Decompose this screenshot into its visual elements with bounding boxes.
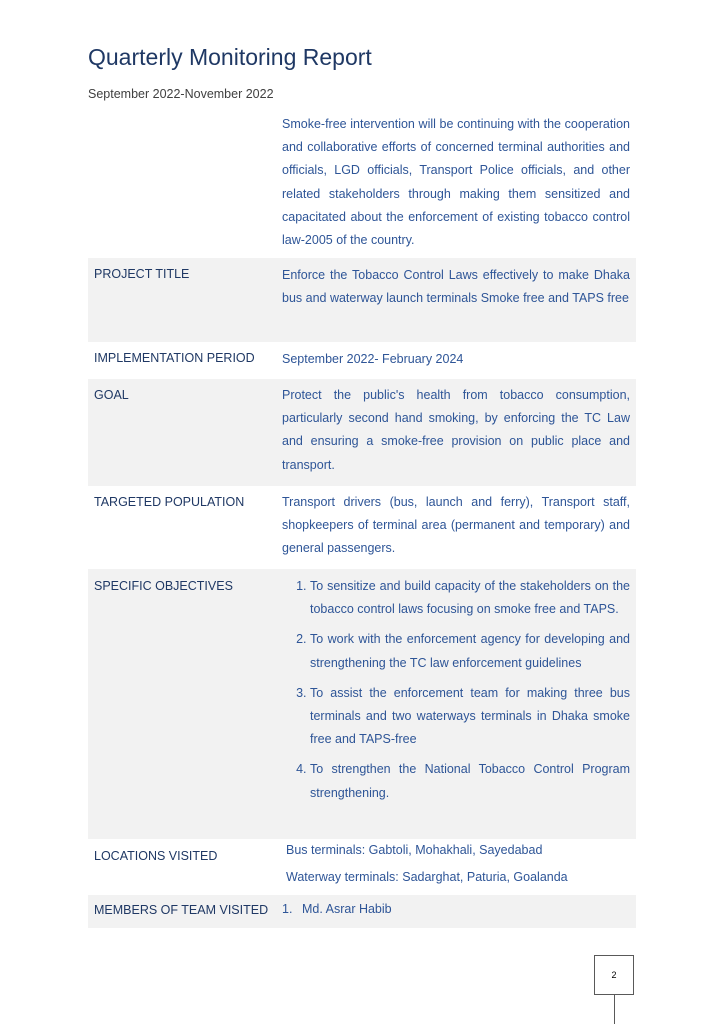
value-goal: Protect the public's health from tobacco consumption, particularly second hand smoking, by enforcing the TC Law and ensuring a smoke-free provision on public place and transport.	[282, 388, 630, 472]
row-specific-objectives	[88, 569, 636, 839]
objectives-list	[282, 575, 630, 805]
intro-row	[88, 112, 636, 258]
intro-text: Smoke-free intervention will be continuing with the cooperation and collaborative efforts of concerned terminal authorities and officials, LGD officials, Transport Police officials, and other related stakeholders through making them sensitized and capacitated about the enforcement of existing tobacco control law-2005 of the country.	[282, 117, 630, 248]
page-number-box	[594, 955, 634, 995]
team-member-name: Md. Asrar Habib	[302, 902, 392, 916]
row-goal	[88, 379, 636, 486]
objective-item-1: 1. To sensitize and build capacity of the stakeholders on the tobacco control laws focusing on smoke free and TAPS.	[310, 575, 630, 621]
report-title: Quarterly Monitoring Report	[88, 44, 372, 70]
label-goal: GOAL	[94, 388, 129, 402]
report-table	[88, 112, 636, 928]
value-specific-objectives	[282, 569, 636, 839]
value-targeted-population: Transport drivers (bus, launch and ferry), Transport staff, shopkeepers of terminal area (permanent and temporary) and general passengers.	[282, 495, 630, 556]
objective-item-2: 2. To work with the enforcement agency for developing and strengthening the TC law enforcement guidelines	[310, 628, 630, 674]
label-locations-visited: LOCATIONS VISITED	[94, 849, 218, 863]
row-project-title	[88, 258, 636, 342]
value-project-title: Enforce the Tobacco Control Laws effectively to make Dhaka bus and waterway launch terminals Smoke free and TAPS free	[282, 268, 630, 306]
row-implementation-period	[88, 342, 636, 379]
bus-terminals: Bus terminals: Gabtoli, Mohakhali, Sayedabad	[286, 843, 543, 857]
label-implementation-period: IMPLEMENTATION PERIOD	[94, 351, 255, 365]
row-team-members	[88, 895, 636, 928]
value-implementation-period: September 2022- February 2024	[282, 352, 464, 366]
value-locations-visited	[282, 839, 636, 895]
label-specific-objectives: SPECIFIC OBJECTIVES	[94, 579, 233, 593]
intro-label-cell	[88, 112, 282, 258]
label-team-members: MEMBERS OF TEAM VISITED	[94, 903, 269, 917]
objective-item-4: 4. To strengthen the National Tobacco Control Program strengthening.	[310, 758, 630, 804]
row-targeted-population	[88, 486, 636, 569]
value-team-members	[282, 895, 636, 928]
report-period: September 2022-November 2022	[88, 87, 274, 101]
objective-item-3: 3. To assist the enforcement team for making three bus terminals and two waterways terminals in Dhaka smoke free and TAPS-free	[310, 682, 630, 752]
row-locations-visited	[88, 839, 636, 895]
page-number: 2	[611, 970, 617, 980]
page-number-connector	[614, 995, 615, 1024]
waterway-terminals: Waterway terminals: Sadarghat, Paturia, Goalanda	[286, 870, 568, 884]
label-project-title: PROJECT TITLE	[94, 267, 190, 281]
team-member-number: 1.	[282, 902, 293, 916]
label-targeted-population: TARGETED POPULATION	[94, 495, 245, 509]
